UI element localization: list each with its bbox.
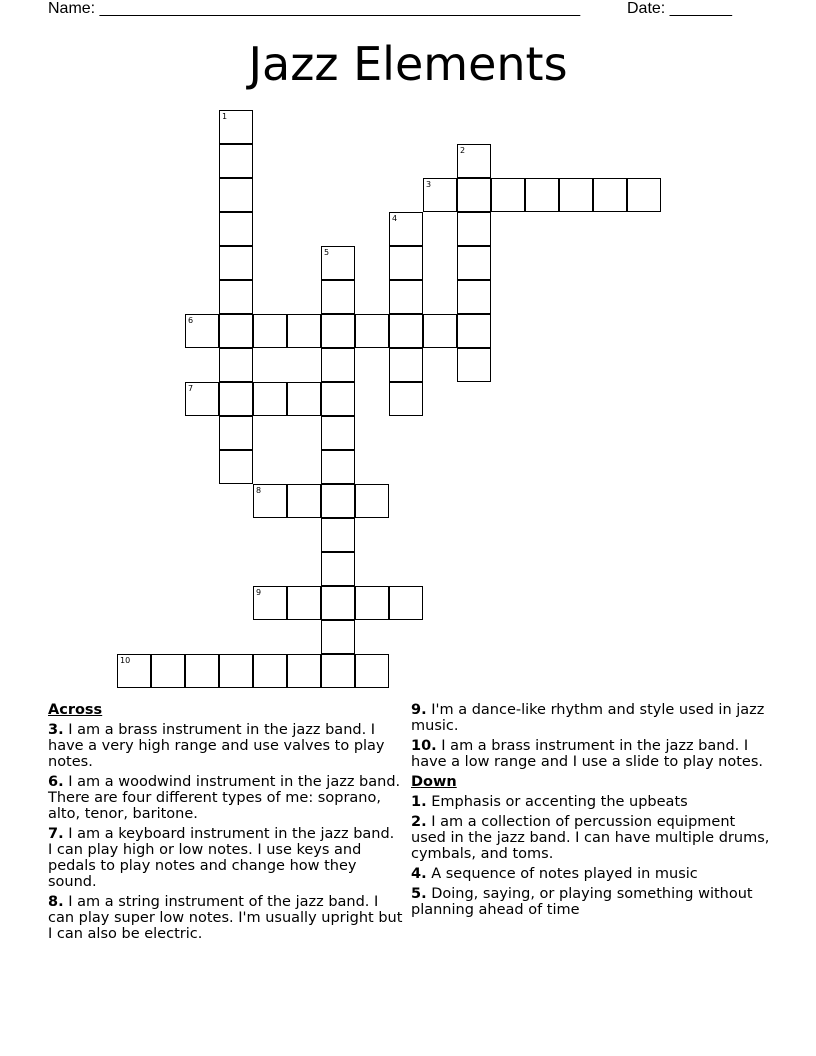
crossword-cell[interactable] <box>321 382 355 416</box>
crossword-cell[interactable] <box>355 484 389 518</box>
crossword-cell[interactable] <box>219 382 253 416</box>
crossword-cell[interactable] <box>457 280 491 314</box>
crossword-cell[interactable] <box>321 280 355 314</box>
crossword-cell[interactable] <box>457 144 491 178</box>
crossword-cell[interactable] <box>355 654 389 688</box>
cell-number: 8 <box>256 486 262 495</box>
name-blank[interactable]: ______________________________________________________ <box>99 0 581 17</box>
crossword-cell[interactable] <box>457 178 491 212</box>
crossword-cell[interactable] <box>389 382 423 416</box>
crossword-cell[interactable] <box>185 654 219 688</box>
crossword-cell[interactable] <box>185 314 219 348</box>
crossword-cell[interactable] <box>253 586 287 620</box>
crossword-cell[interactable] <box>457 314 491 348</box>
down-heading: Down <box>411 774 457 790</box>
clue-text: I am a brass instrument in the jazz band. I have a low range and I use a slide to play notes. <box>411 738 764 770</box>
crossword-cell[interactable] <box>559 178 593 212</box>
crossword-cell[interactable] <box>321 450 355 484</box>
crossword-cell[interactable] <box>321 654 355 688</box>
crossword-cell[interactable] <box>219 348 253 382</box>
crossword-cell[interactable] <box>219 212 253 246</box>
clue-number: 5. <box>411 886 427 902</box>
crossword-cell[interactable] <box>287 654 321 688</box>
clue-down-5 <box>411 886 771 918</box>
crossword-cell[interactable] <box>457 348 491 382</box>
crossword-cell[interactable] <box>219 144 253 178</box>
crossword-cell[interactable] <box>593 178 627 212</box>
cell-number: 1 <box>222 112 228 121</box>
crossword-cell[interactable] <box>355 586 389 620</box>
clue-text: I am a collection of percussion equipment used in the jazz band. I can have multiple drums, cymbals, and toms. <box>411 814 770 862</box>
crossword-cell[interactable] <box>321 484 355 518</box>
clue-down-1 <box>411 794 771 810</box>
cell-number: 2 <box>460 146 466 155</box>
clue-text: I am a string instrument of the jazz band. I can play super low notes. I'm usually upright but I can also be electric. <box>48 894 403 942</box>
crossword-cell[interactable] <box>457 212 491 246</box>
across-heading: Across <box>48 702 103 718</box>
crossword-cell[interactable] <box>525 178 559 212</box>
crossword-cell[interactable] <box>219 654 253 688</box>
crossword-cell[interactable] <box>355 314 389 348</box>
clue-number: 1. <box>411 794 427 810</box>
crossword-cell[interactable] <box>389 280 423 314</box>
clue-text: A sequence of notes played in music <box>431 866 698 882</box>
crossword-cell[interactable] <box>389 212 423 246</box>
clue-number: 9. <box>411 702 427 718</box>
crossword-cell[interactable] <box>287 586 321 620</box>
clue-across-7 <box>48 826 403 890</box>
crossword-cell[interactable] <box>321 552 355 586</box>
crossword-cell[interactable] <box>287 484 321 518</box>
date-label: Date: <box>627 0 666 17</box>
crossword-cell[interactable] <box>219 314 253 348</box>
cell-number: 10 <box>120 656 131 665</box>
clue-text: I am a woodwind instrument in the jazz band. There are four different types of me: soprano, alto, tenor, baritone. <box>48 774 401 822</box>
crossword-cell[interactable] <box>253 382 287 416</box>
cell-number: 6 <box>188 316 194 325</box>
crossword-cell[interactable] <box>389 314 423 348</box>
clue-number: 4. <box>411 866 427 882</box>
clue-text: I am a keyboard instrument in the jazz band. I can play high or low notes. I use keys and pedals to play notes and change how they sound. <box>48 826 395 890</box>
clue-text: I'm a dance-like rhythm and style used in jazz music. <box>411 702 765 734</box>
clue-text: I am a brass instrument in the jazz band. I have a very high range and use valves to play notes. <box>48 722 385 770</box>
crossword-cell[interactable] <box>627 178 661 212</box>
crossword-cell[interactable] <box>457 246 491 280</box>
crossword-cell[interactable] <box>321 518 355 552</box>
clue-number: 10. <box>411 738 437 754</box>
crossword-cell[interactable] <box>321 586 355 620</box>
crossword-cell[interactable] <box>219 246 253 280</box>
clue-down-4 <box>411 866 771 882</box>
clue-number: 7. <box>48 826 64 842</box>
date-blank[interactable]: _______ <box>669 0 732 17</box>
cell-number: 4 <box>392 214 398 223</box>
clues-left-column <box>48 702 403 946</box>
crossword-cell[interactable] <box>287 314 321 348</box>
clue-down-2 <box>411 814 771 862</box>
clue-text: Doing, saying, or playing something without planning ahead of time <box>411 886 753 918</box>
clue-across-9 <box>411 702 771 734</box>
crossword-cell[interactable] <box>219 416 253 450</box>
crossword-cell[interactable] <box>321 246 355 280</box>
clue-number: 8. <box>48 894 64 910</box>
crossword-cell[interactable] <box>321 314 355 348</box>
crossword-cell[interactable] <box>253 314 287 348</box>
crossword-cell[interactable] <box>219 450 253 484</box>
crossword-cell[interactable] <box>389 348 423 382</box>
crossword-cell[interactable] <box>219 178 253 212</box>
crossword-cell[interactable] <box>321 416 355 450</box>
crossword-cell[interactable] <box>117 654 151 688</box>
crossword-cell[interactable] <box>321 348 355 382</box>
cell-number: 7 <box>188 384 194 393</box>
clue-across-8 <box>48 894 403 942</box>
name-label: Name: <box>48 0 96 17</box>
crossword-cell[interactable] <box>491 178 525 212</box>
crossword-cell[interactable] <box>219 280 253 314</box>
crossword-cell[interactable] <box>389 246 423 280</box>
cell-number: 9 <box>256 588 262 597</box>
crossword-cell[interactable] <box>253 484 287 518</box>
crossword-cell[interactable] <box>219 110 253 144</box>
clues-right-column <box>411 702 771 922</box>
clue-across-6 <box>48 774 403 822</box>
crossword-cell[interactable] <box>287 382 321 416</box>
crossword-cell[interactable] <box>321 620 355 654</box>
crossword-cell[interactable] <box>423 178 457 212</box>
cell-number: 3 <box>426 180 432 189</box>
crossword-cell[interactable] <box>151 654 185 688</box>
clue-across-3 <box>48 722 403 770</box>
clue-number: 6. <box>48 774 64 790</box>
crossword-cell[interactable] <box>389 586 423 620</box>
clue-across-10 <box>411 738 771 770</box>
clue-number: 2. <box>411 814 427 830</box>
page-title: Jazz Elements <box>248 37 568 91</box>
clue-text: Emphasis or accenting the upbeats <box>431 794 688 810</box>
crossword-cell[interactable] <box>423 314 457 348</box>
crossword-cell[interactable] <box>253 654 287 688</box>
clue-number: 3. <box>48 722 64 738</box>
cell-number: 5 <box>324 248 330 257</box>
crossword-cell[interactable] <box>185 382 219 416</box>
